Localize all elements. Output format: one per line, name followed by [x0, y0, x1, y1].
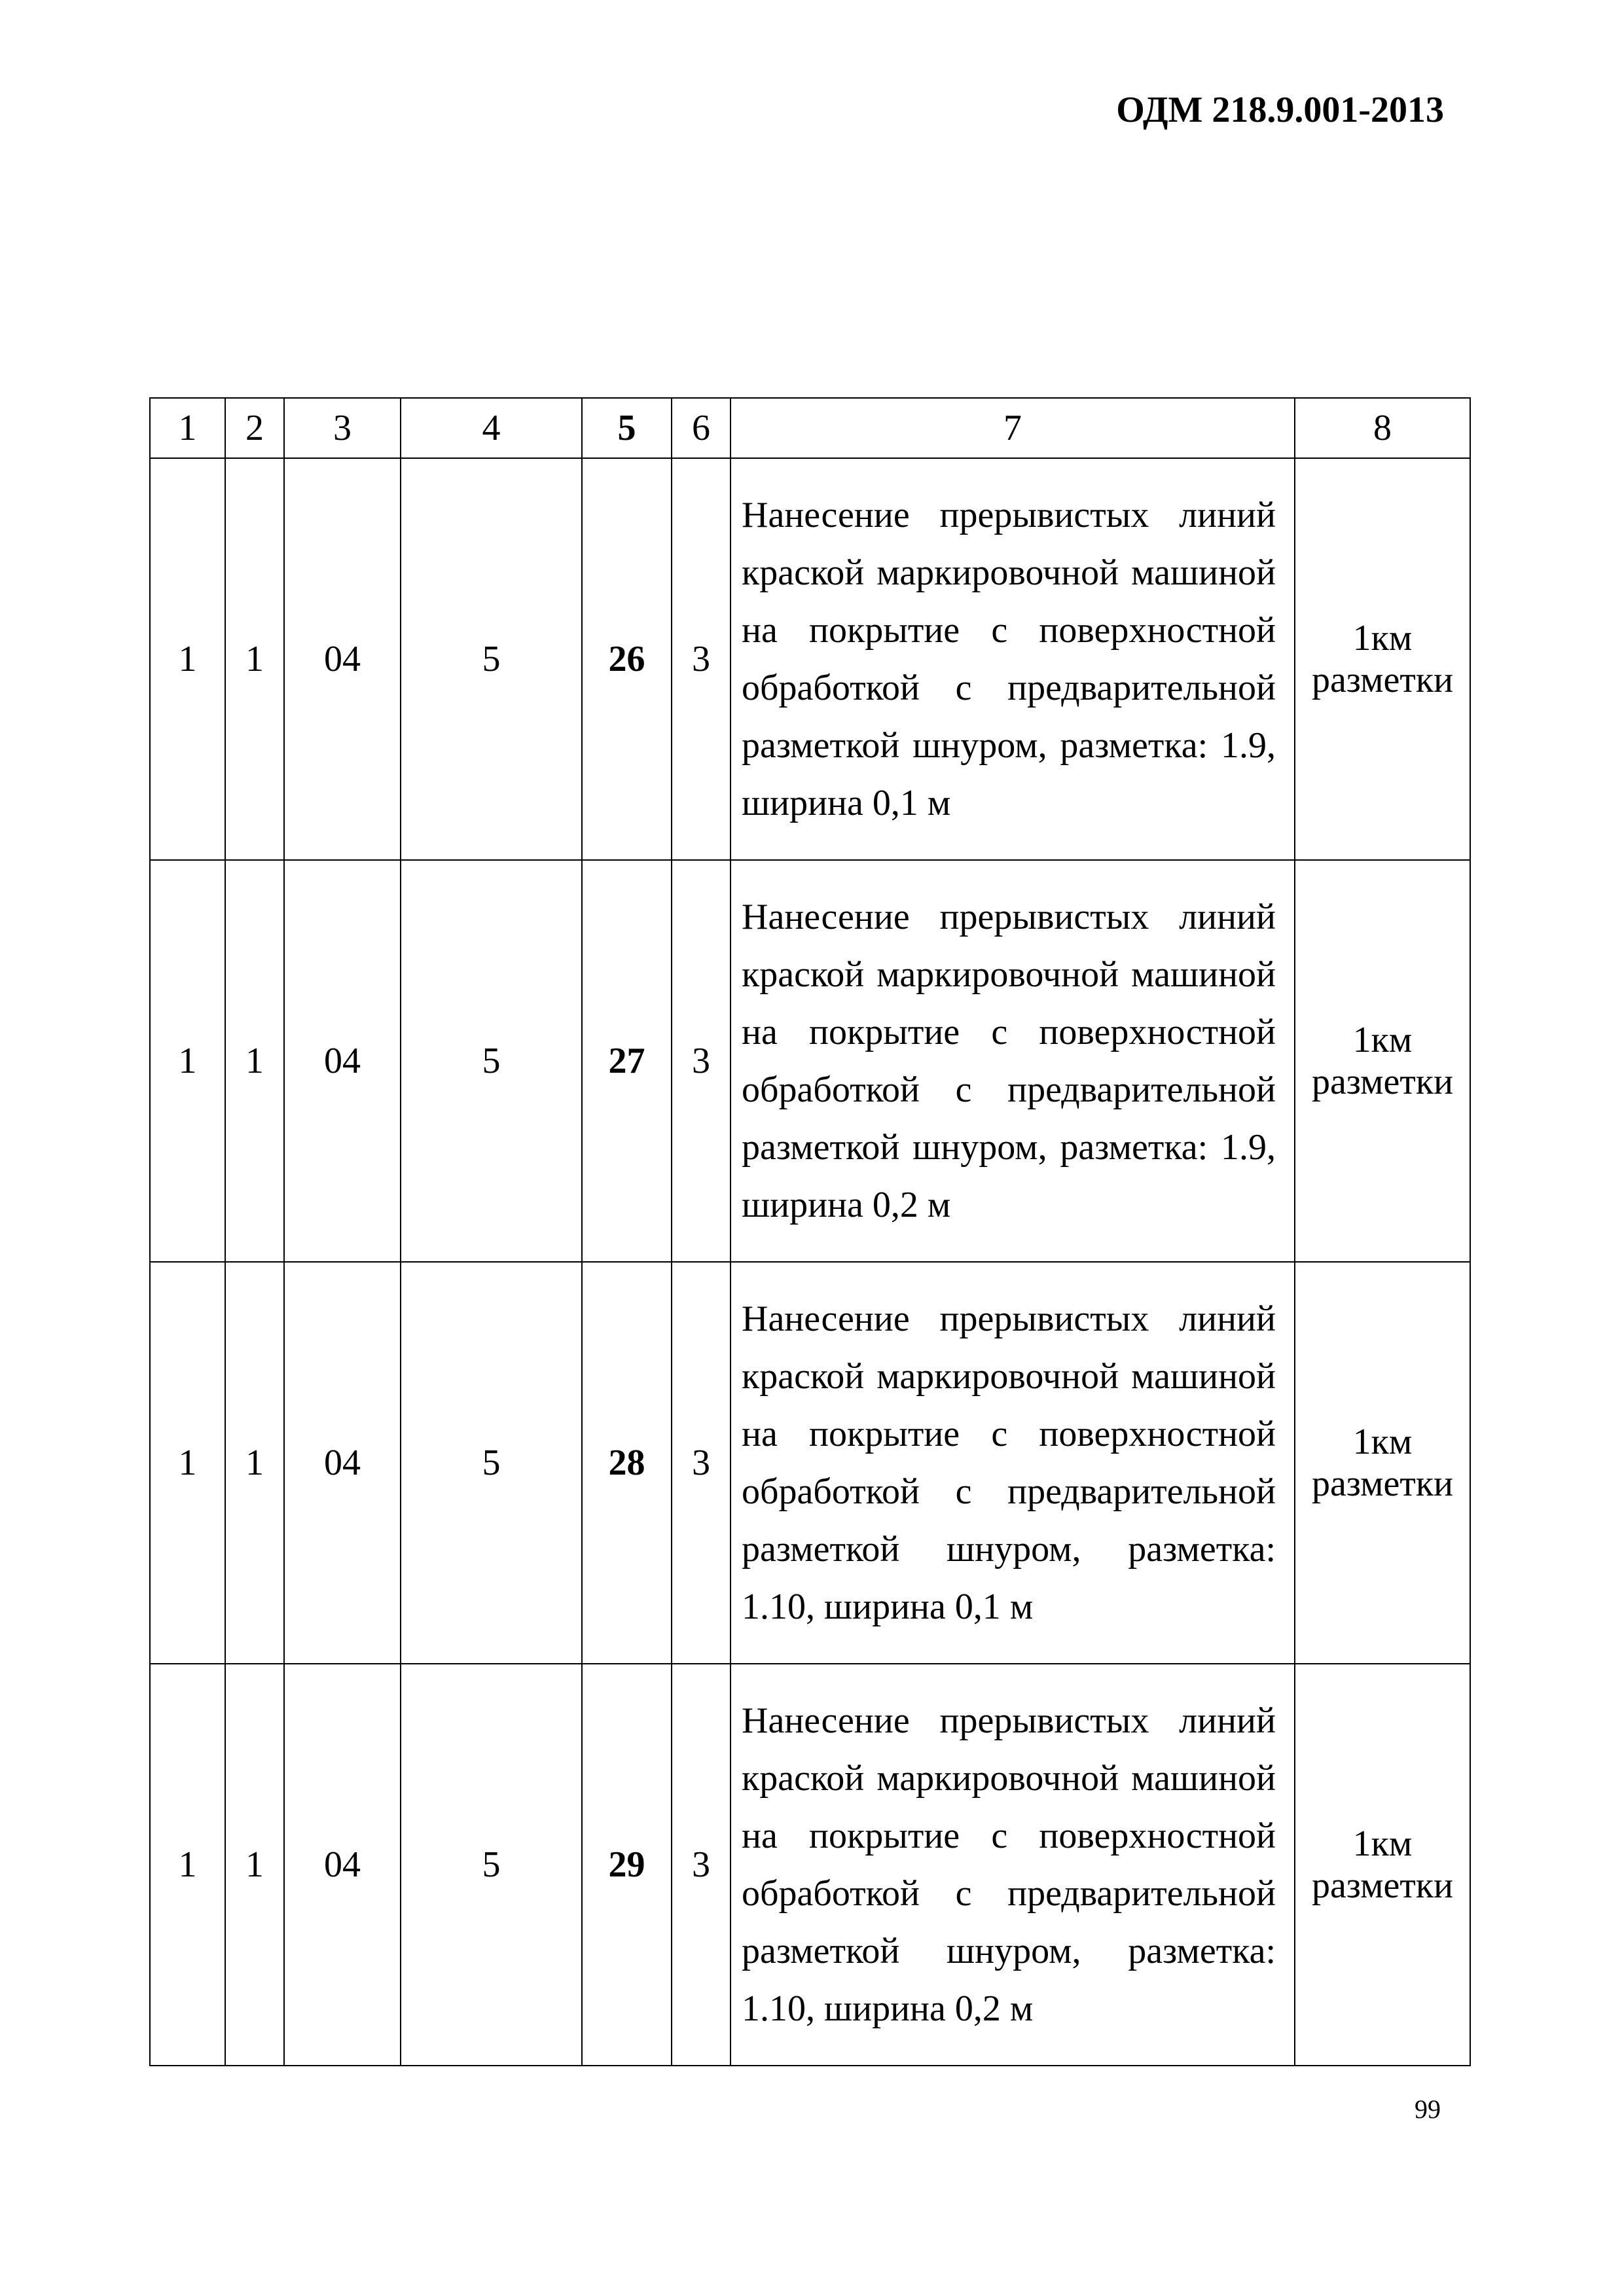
table-cell: 1	[225, 1664, 284, 2066]
work-description: Нанесение прерывистых линий краской маркировочной машиной на покрытие с поверхностной обработкой с предварительной разметкой шнуром, разметка: 1.9, ширина 0,1 м	[731, 458, 1295, 860]
page-number: 99	[1415, 2094, 1441, 2124]
unit-cell	[1295, 860, 1470, 1262]
unit-cell	[1295, 1262, 1470, 1664]
table-cell: 04	[284, 1664, 401, 2066]
table-cell: 5	[401, 458, 582, 860]
unit-line: разметки	[1311, 1865, 1454, 1906]
table-cell: 3	[672, 458, 731, 860]
unit-line: 1км	[1352, 1823, 1413, 1864]
unit-line: разметки	[1311, 660, 1454, 700]
table-cell: 1	[150, 860, 225, 1262]
column-header: 3	[284, 398, 401, 458]
unit-line: разметки	[1311, 1062, 1454, 1102]
table-cell: 1	[150, 458, 225, 860]
unit-cell	[1295, 458, 1470, 860]
work-description: Нанесение прерывистых линий краской маркировочной машиной на покрытие с поверхностной обработкой с предварительной разметкой шнуром, разметка: 1.10, ширина 0,1 м	[731, 1262, 1295, 1664]
table-cell-code: 28	[582, 1262, 672, 1664]
unit-line: 1км	[1352, 1020, 1413, 1060]
work-description: Нанесение прерывистых линий краской маркировочной машиной на покрытие с поверхностной обработкой с предварительной разметкой шнуром, разметка: 1.9, ширина 0,2 м	[731, 860, 1295, 1262]
unit-line: 1км	[1352, 618, 1413, 658]
table-row	[150, 458, 1470, 860]
table-cell-code: 27	[582, 860, 672, 1262]
classification-table	[149, 397, 1471, 2066]
column-header: 5	[582, 398, 672, 458]
table-cell-code: 29	[582, 1664, 672, 2066]
unit-cell	[1295, 1664, 1470, 2066]
table-cell: 3	[672, 1664, 731, 2066]
column-header: 6	[672, 398, 731, 458]
table-cell: 5	[401, 860, 582, 1262]
table-cell: 1	[225, 860, 284, 1262]
table-cell: 5	[401, 1664, 582, 2066]
unit-line: разметки	[1311, 1463, 1454, 1504]
table-cell: 1	[150, 1664, 225, 2066]
table-row	[150, 1664, 1470, 2066]
column-header: 1	[150, 398, 225, 458]
table-cell-code: 26	[582, 458, 672, 860]
document-code: ОДМ 218.9.001-2013	[1116, 90, 1444, 130]
table-row	[150, 1262, 1470, 1664]
table-header-row	[150, 398, 1470, 458]
table-row	[150, 860, 1470, 1262]
unit-line: 1км	[1352, 1422, 1413, 1462]
table-cell: 1	[225, 458, 284, 860]
table-cell: 1	[150, 1262, 225, 1664]
table-cell: 04	[284, 860, 401, 1262]
table-cell: 04	[284, 1262, 401, 1664]
column-header: 4	[401, 398, 582, 458]
column-header: 2	[225, 398, 284, 458]
table-cell: 3	[672, 860, 731, 1262]
column-header: 8	[1295, 398, 1470, 458]
table-cell: 1	[225, 1262, 284, 1664]
table-cell: 3	[672, 1262, 731, 1664]
work-description: Нанесение прерывистых линий краской маркировочной машиной на покрытие с поверхностной обработкой с предварительной разметкой шнуром, разметка: 1.10, ширина 0,2 м	[731, 1664, 1295, 2066]
column-header: 7	[731, 398, 1295, 458]
table-cell: 5	[401, 1262, 582, 1664]
table-cell: 04	[284, 458, 401, 860]
